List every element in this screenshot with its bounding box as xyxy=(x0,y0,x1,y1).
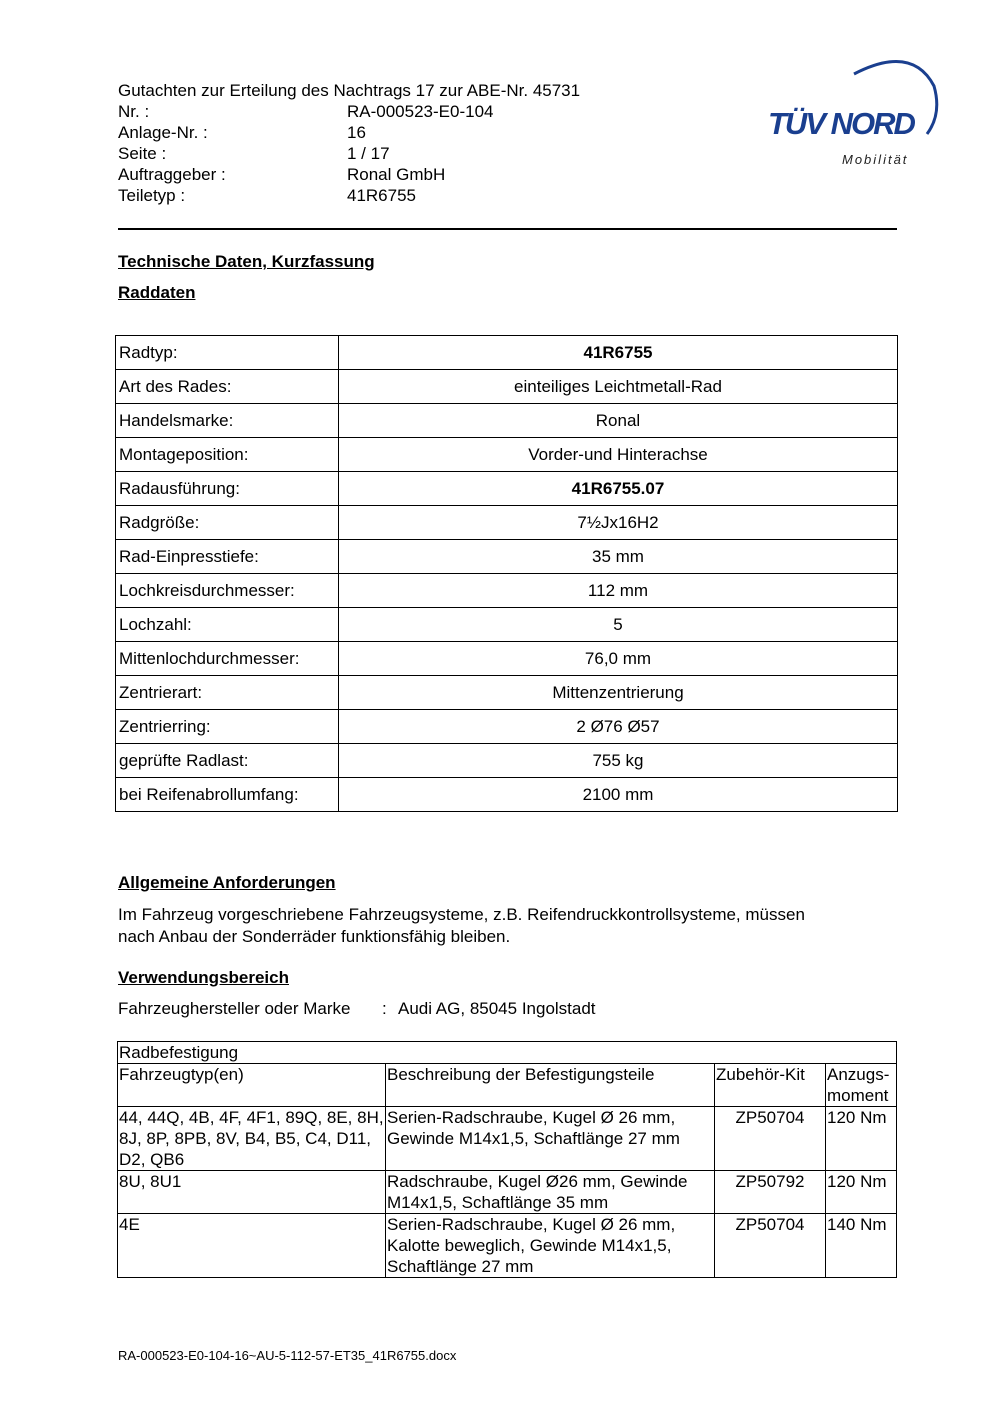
accessory-kit: ZP50792 xyxy=(715,1171,826,1214)
document-title: Gutachten zur Erteilung des Nachtrags 17 zur ABE-Nr. 45731 xyxy=(118,81,581,100)
logo-subtitle: Mobilität xyxy=(842,152,909,167)
verwendung-label: Fahrzeughersteller oder Marke xyxy=(118,999,351,1018)
verwendung-value: Audi AG, 85045 Ingolstadt xyxy=(398,999,596,1018)
fastener-description: Radschraube, Kugel Ø26 mm, Gewinde M14x1,5, Schaftlänge 35 mm xyxy=(386,1171,715,1214)
table-row xyxy=(116,676,898,710)
row-label: Radausführung: xyxy=(116,472,339,506)
row-value: 41R6755 xyxy=(339,336,898,370)
row-label: Mittenlochdurchmesser: xyxy=(116,642,339,676)
header-field-label: Nr. : xyxy=(118,102,150,121)
allgemein-text-line: nach Anbau der Sonderräder funktionsfähig bleiben. xyxy=(118,927,511,946)
vehicle-types: 44, 44Q, 4B, 4F, 4F1, 89Q, 8E, 8H, 8J, 8P, 8PB, 8V, B4, B5, C4, D11, D2, QB6 xyxy=(119,1108,384,1169)
table-row xyxy=(118,1214,897,1278)
raddaten-table xyxy=(115,335,898,812)
tightening-torque: 120 Nm xyxy=(826,1107,897,1171)
row-label: Montageposition: xyxy=(116,438,339,472)
row-value: 2100 mm xyxy=(339,778,898,812)
allgemein-title: Allgemeine Anforderungen xyxy=(118,873,336,892)
header-field xyxy=(118,185,580,206)
table-row xyxy=(116,710,898,744)
row-label: Rad-Einpresstiefe: xyxy=(116,540,339,574)
header-field-label: Teiletyp : xyxy=(118,186,186,205)
tightening-torque: 120 Nm xyxy=(826,1171,897,1214)
table-row xyxy=(116,438,898,472)
vehicle-types: 4E xyxy=(118,1214,386,1278)
tightening-torque: 140 Nm xyxy=(826,1214,897,1278)
section-subtitle: Raddaten xyxy=(118,283,196,302)
row-label: bei Reifenabrollumfang: xyxy=(116,778,339,812)
header-field-value: 41R6755 xyxy=(347,186,417,205)
table-row xyxy=(118,1171,897,1214)
table-row xyxy=(116,744,898,778)
row-label: Lochkreisdurchmesser: xyxy=(116,574,339,608)
row-label: Art des Rades: xyxy=(116,370,339,404)
column-header: Beschreibung der Befestigungsteile xyxy=(386,1064,715,1107)
row-label: Zentrierring: xyxy=(116,710,339,744)
verwendung-title: Verwendungsbereich xyxy=(118,968,289,987)
header-field-value: 1 / 17 xyxy=(347,144,390,163)
table-row xyxy=(116,574,898,608)
befestigung-table xyxy=(117,1041,897,1278)
header-field-value: 16 xyxy=(347,123,366,142)
header-field-label: Seite : xyxy=(118,144,167,163)
table-caption-row xyxy=(118,1042,897,1064)
row-value: Vorder-und Hinterachse xyxy=(339,438,898,472)
header-divider xyxy=(118,228,897,230)
tuev-nord-logo xyxy=(762,56,942,172)
allgemein-text-line: Im Fahrzeug vorgeschriebene Fahrzeugsysteme, z.B. Reifendruckkontrollsysteme, müssen xyxy=(118,905,805,924)
logo-wordmark: TÜV NORD xyxy=(768,106,914,141)
table-row xyxy=(116,778,898,812)
row-value: 41R6755.07 xyxy=(339,472,898,506)
table-row xyxy=(116,404,898,438)
header-field-value: RA-000523-E0-104 xyxy=(347,102,494,121)
header-field-value: Ronal GmbH xyxy=(347,165,446,184)
header-field-label: Auftraggeber : xyxy=(118,165,226,184)
verwendung-line xyxy=(118,998,596,1020)
table-row xyxy=(116,608,898,642)
header-field xyxy=(118,164,580,185)
table-row xyxy=(116,472,898,506)
table-header-row xyxy=(118,1064,897,1107)
row-value: 112 mm xyxy=(339,574,898,608)
allgemein-text xyxy=(118,904,805,948)
header-field xyxy=(118,101,580,122)
accessory-kit: ZP50704 xyxy=(715,1214,826,1278)
table-caption: Radbefestigung xyxy=(118,1042,897,1064)
document-header xyxy=(118,80,580,206)
table-row xyxy=(116,506,898,540)
table-row xyxy=(118,1107,897,1171)
row-label: Handelsmarke: xyxy=(116,404,339,438)
vehicle-types: 8U, 8U1 xyxy=(118,1171,386,1214)
row-value: 5 xyxy=(339,608,898,642)
header-field xyxy=(118,143,580,164)
table-row xyxy=(116,336,898,370)
row-value: 76,0 mm xyxy=(339,642,898,676)
row-value: Ronal xyxy=(339,404,898,438)
row-label: geprüfte Radlast: xyxy=(116,744,339,778)
column-header: Zubehör-Kit xyxy=(715,1064,826,1107)
fastener-description: Serien-Radschraube, Kugel Ø 26 mm, Kalotte beweglich, Gewinde M14x1,5, Schaftlänge 27 mm xyxy=(386,1214,715,1278)
row-label: Lochzahl: xyxy=(116,608,339,642)
header-field xyxy=(118,122,580,143)
column-header: Fahrzeugtyp(en) xyxy=(118,1064,386,1107)
accessory-kit: ZP50704 xyxy=(715,1107,826,1171)
table-row xyxy=(116,540,898,574)
row-value: 35 mm xyxy=(339,540,898,574)
column-header: Anzugs-moment xyxy=(826,1064,897,1107)
header-field-label: Anlage-Nr. : xyxy=(118,123,208,142)
footer-filename: RA-000523-E0-104-16~AU-5-112-57-ET35_41R6755.docx xyxy=(118,1348,457,1363)
fastener-description: Serien-Radschraube, Kugel Ø 26 mm, Gewinde M14x1,5, Schaftlänge 27 mm xyxy=(386,1107,715,1171)
row-value: einteiliges Leichtmetall-Rad xyxy=(339,370,898,404)
row-value: 755 kg xyxy=(339,744,898,778)
table-row xyxy=(116,642,898,676)
table-row xyxy=(116,370,898,404)
row-label: Zentrierart: xyxy=(116,676,339,710)
row-value: 2 Ø76 Ø57 xyxy=(339,710,898,744)
section-title: Technische Daten, Kurzfassung xyxy=(118,252,375,271)
row-label: Radtyp: xyxy=(116,336,339,370)
row-value: Mittenzentrierung xyxy=(339,676,898,710)
row-value: 7½Jx16H2 xyxy=(339,506,898,540)
row-label: Radgröße: xyxy=(116,506,339,540)
verwendung-sep: : xyxy=(382,999,387,1018)
